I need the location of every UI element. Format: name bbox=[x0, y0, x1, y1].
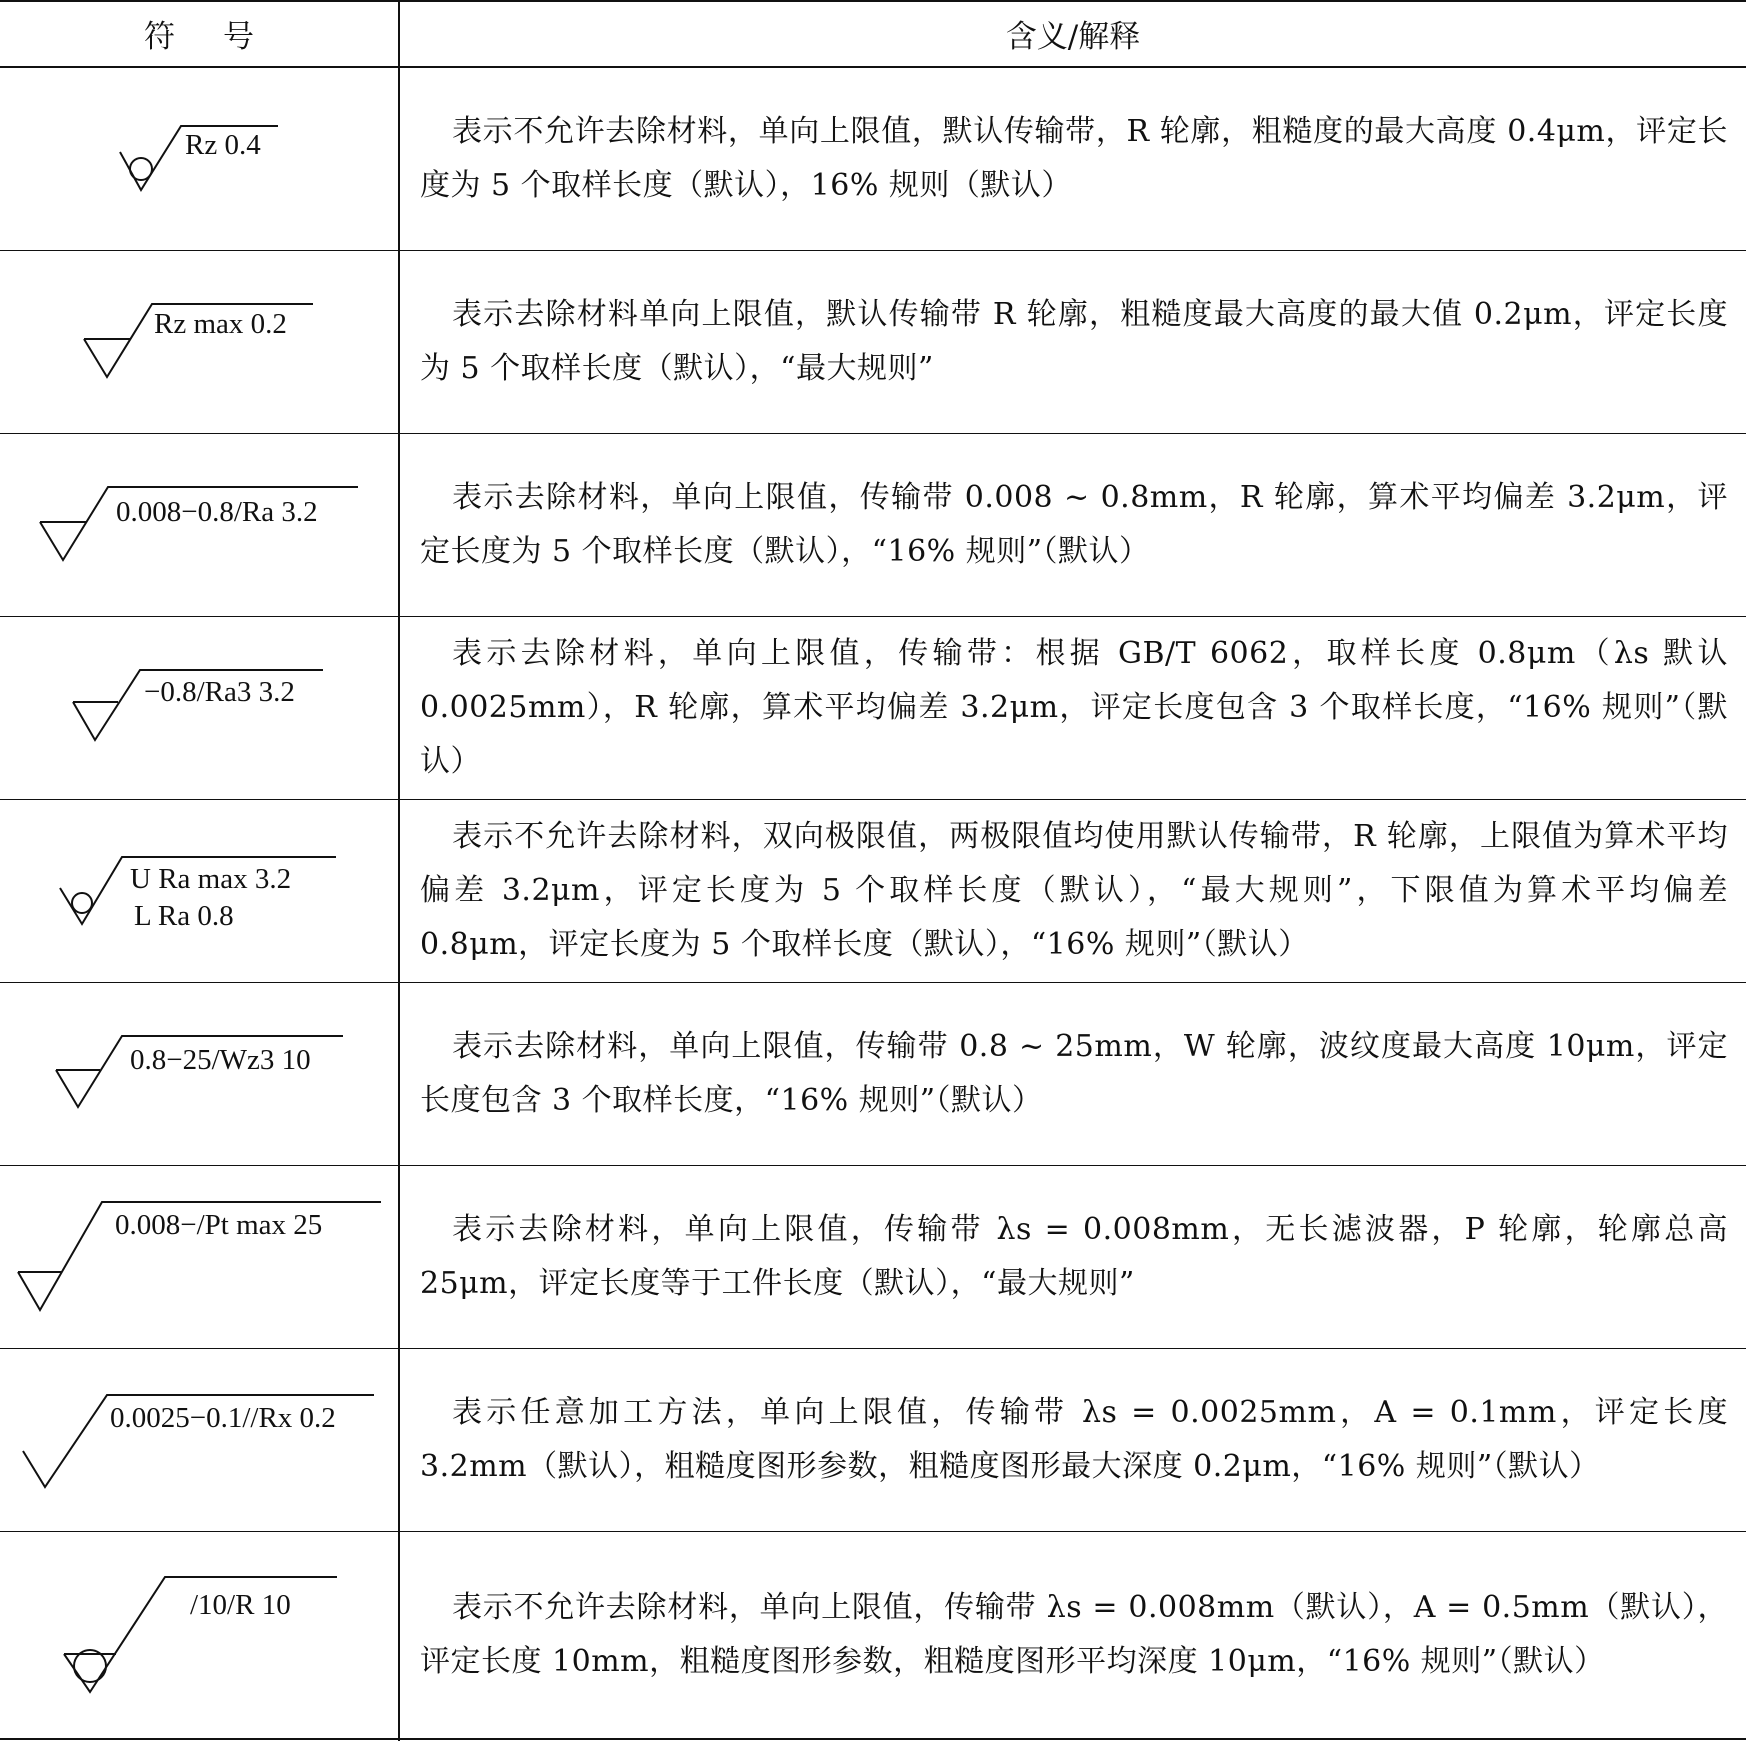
symbol-text: Rz max 0.2 bbox=[154, 308, 287, 340]
symbol-text: /10/R 10 bbox=[190, 1589, 291, 1621]
description-text: 表示不允许去除材料，单向上限值，默认传输带，R 轮廓，粗糙度的最大高度 0.4μm，评定长度为 5 个取样长度（默认），16% 规则（默认） bbox=[420, 114, 1728, 203]
roughness-symbol-graphic bbox=[0, 1166, 398, 1348]
description-text: 表示去除材料，单向上限值，传输带：根据 GB/T 6062，取样长度 0.8μm（λs 默认 0.0025mm），R 轮廓，算术平均偏差 3.2μm，评定长度包含 3 个取样长度，“16% 规则”（默认） bbox=[420, 636, 1728, 779]
description-cell bbox=[420, 251, 1728, 433]
roughness-symbol-graphic bbox=[0, 617, 398, 799]
description-text: 表示不允许去除材料，单向上限值，传输带 λs = 0.008mm（默认），A = 0.5mm（默认），评定长度 10mm，粗糙度图形参数，粗糙度图形平均深度 10μm，“16% 规则”（默认） bbox=[420, 1590, 1728, 1679]
description-cell bbox=[420, 68, 1728, 250]
description-cell bbox=[420, 1349, 1728, 1531]
roughness-symbol bbox=[0, 251, 398, 433]
description-cell bbox=[420, 617, 1728, 799]
symbol-text: 0.008−/Pt max 25 bbox=[115, 1209, 323, 1241]
table-bottom-border bbox=[0, 1738, 1746, 1740]
roughness-symbol bbox=[0, 617, 398, 799]
table-row bbox=[0, 1349, 1746, 1531]
description-text: 表示不允许去除材料，双向极限值，两极限值均使用默认传输带，R 轮廓，上限值为算术平均偏差 3.2μm，评定长度为 5 个取样长度（默认），“最大规则”，下限值为算术平均偏差 0.8μm，评定长度为 5 个取样长度（默认），“16% 规则”（默认） bbox=[420, 819, 1728, 962]
circle-mark bbox=[72, 893, 92, 913]
symbol-text: L Ra 0.8 bbox=[134, 900, 234, 932]
roughness-symbol-graphic bbox=[0, 800, 398, 982]
description-text: 表示去除材料单向上限值，默认传输带 R 轮廓，粗糙度最大高度的最大值 0.2μm，评定长度为 5 个取样长度（默认），“最大规则” bbox=[420, 297, 1728, 386]
table-row bbox=[0, 251, 1746, 433]
description-cell bbox=[420, 983, 1728, 1165]
symbol-text: −0.8/Ra3 3.2 bbox=[144, 676, 295, 708]
description-text: 表示去除材料，单向上限值，传输带 λs = 0.008mm，无长滤波器，P 轮廓，轮廓总高 25μm，评定长度等于工件长度（默认），“最大规则” bbox=[420, 1212, 1728, 1301]
roughness-symbol bbox=[0, 68, 398, 250]
table-row bbox=[0, 1532, 1746, 1738]
description-cell bbox=[420, 1532, 1728, 1738]
table-row bbox=[0, 617, 1746, 799]
roughness-symbol bbox=[0, 983, 398, 1165]
circle-mark bbox=[130, 158, 152, 180]
table-row bbox=[0, 1166, 1746, 1348]
roughness-symbol-graphic bbox=[0, 434, 398, 616]
description-text: 表示去除材料，单向上限值，传输带 0.008 ~ 0.8mm，R 轮廓，算术平均偏差 3.2μm，评定长度为 5 个取样长度（默认），“16% 规则”（默认） bbox=[420, 480, 1728, 569]
symbol-text: Rz 0.4 bbox=[185, 129, 261, 161]
roughness-symbol bbox=[0, 434, 398, 616]
roughness-symbol bbox=[0, 800, 398, 982]
table-row bbox=[0, 434, 1746, 616]
roughness-symbol bbox=[0, 1349, 398, 1531]
roughness-symbol-graphic bbox=[0, 251, 398, 433]
roughness-symbol-graphic bbox=[0, 983, 398, 1165]
table-row bbox=[0, 800, 1746, 982]
symbol-text: U Ra max 3.2 bbox=[130, 863, 292, 895]
roughness-symbol bbox=[0, 1166, 398, 1348]
table-row bbox=[0, 983, 1746, 1165]
symbol-text: 0.8−25/Wz3 10 bbox=[130, 1044, 311, 1076]
symbol-text: 0.0025−0.1//Rx 0.2 bbox=[110, 1402, 336, 1434]
header-meaning: 含义/解释 bbox=[1005, 18, 1141, 55]
symbol-text: 0.008−0.8/Ra 3.2 bbox=[116, 496, 318, 528]
description-text: 表示任意加工方法，单向上限值，传输带 λs = 0.0025mm，A = 0.1mm，评定长度 3.2mm（默认），粗糙度图形参数，粗糙度图形最大深度 0.2μm，“16% 规则”（默认） bbox=[420, 1395, 1728, 1484]
roughness-symbol-graphic bbox=[0, 68, 398, 250]
description-cell bbox=[420, 434, 1728, 616]
description-text: 表示去除材料，单向上限值，传输带 0.8 ~ 25mm，W 轮廓，波纹度最大高度 10μm，评定长度包含 3 个取样长度，“16% 规则”（默认） bbox=[420, 1029, 1728, 1118]
table-row bbox=[0, 68, 1746, 250]
header-symbol: 符号 bbox=[144, 18, 302, 55]
description-cell bbox=[420, 800, 1728, 982]
roughness-symbol-graphic bbox=[0, 1532, 398, 1738]
roughness-symbol bbox=[0, 1532, 398, 1738]
description-cell bbox=[420, 1166, 1728, 1348]
roughness-symbol-graphic bbox=[0, 1349, 398, 1531]
